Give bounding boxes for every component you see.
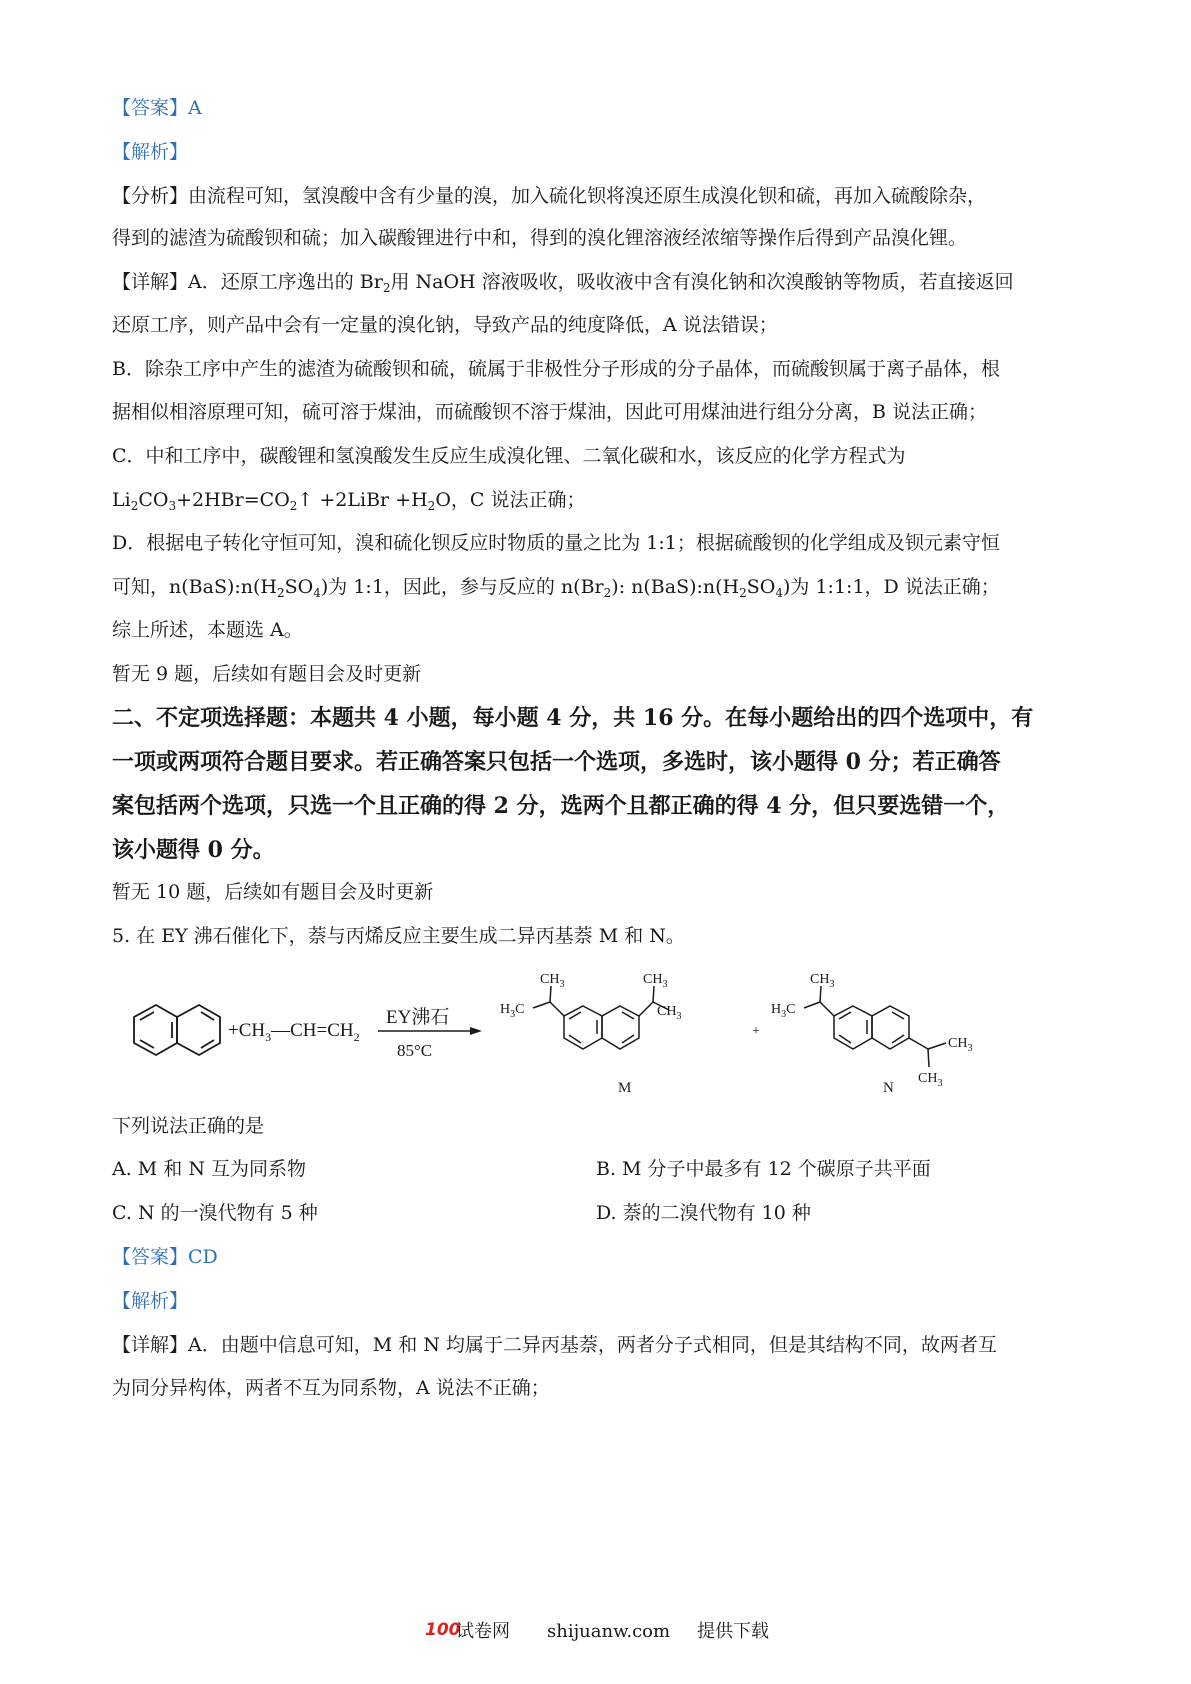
detail-b-line-2: 据相似相溶原理可知，硫可溶于煤油，而硫酸钡不溶于煤油，因此可用煤油进行组分分离，B 说法正确； bbox=[112, 401, 988, 423]
chemical-equation: $Li_2CO_3+2HBr=CO_2↑$ +2LiBr $+H_2O$，C 说法正确； bbox=[112, 489, 586, 513]
n-methyl-right: $CH_3$ bbox=[948, 1036, 973, 1054]
reaction-arrow-head bbox=[470, 1027, 482, 1035]
analysis-label-q8: 【解析】 bbox=[112, 141, 189, 163]
naphthalene-structure bbox=[134, 1005, 220, 1055]
section-2-heading-line-1: 二、不定项选择题：本题共 4 小题，每小题 4 分，共 16 分。在每小题给出的四个选项中，有 bbox=[112, 705, 1034, 731]
footer-site-name: 试卷网 bbox=[456, 1621, 510, 1642]
detail-d-line-1: D．根据电子转化守恒可知，溴和硫化钡反应时物质的量之比为 1:1；根据硫酸钡的化学组成及钡元素守恒 bbox=[112, 532, 1000, 554]
answer-label-q8: 【答案】A bbox=[112, 97, 202, 119]
reaction-scheme bbox=[0, 955, 1191, 1100]
n-methyl-bottom: $CH_3$ bbox=[918, 1071, 943, 1089]
analysis-label-q5: 【解析】 bbox=[112, 1290, 189, 1312]
m-methyl-top-left: $CH_3$ bbox=[540, 972, 565, 990]
footer-download-text: 提供下载 bbox=[697, 1621, 769, 1642]
n-methyl-top: $CH_3$ bbox=[810, 972, 835, 990]
footer-domain-link[interactable]: shijuanw.com bbox=[547, 1621, 671, 1642]
question-5-stem: 5. 在 EY 沸石催化下，萘与丙烯反应主要生成二异丙基萘 M 和 N。 bbox=[112, 925, 685, 947]
product-n-structure bbox=[804, 986, 946, 1067]
detail-a-text-start: 【详解】A．还原工序逸出的 Br bbox=[112, 271, 383, 293]
m-methyl-top-right: $CH_3$ bbox=[643, 972, 668, 990]
detail-q5-line-2: 为同分异构体，两者不互为同系物，A 说法不正确； bbox=[112, 1377, 550, 1399]
detail-q5-line-1: 【详解】A．由题中信息可知，M 和 N 均属于二异丙基萘，两者分子式相同，但是其结构不同，故两者互 bbox=[112, 1334, 997, 1356]
product-m-structure bbox=[533, 986, 669, 1049]
option-b: B. M 分子中最多有 12 个碳原子共平面 bbox=[596, 1158, 931, 1180]
m-methyl-left: $H_3C$ bbox=[500, 1002, 525, 1020]
no-question-10-note: 暂无 10 题，后续如有题目会及时更新 bbox=[112, 881, 434, 903]
product-n-label: N bbox=[883, 1080, 894, 1096]
option-d: D. 萘的二溴代物有 10 种 bbox=[596, 1202, 811, 1224]
detail-c-line-1: C．中和工序中，碳酸锂和氢溴酸发生反应生成溴化锂、二氧化碳和水，该反应的化学方程式为 bbox=[112, 445, 906, 467]
detail-a-line-2: 还原工序，则产品中会有一定量的溴化钠，导致产品的纯度降低，A 说法错误； bbox=[112, 314, 778, 336]
analysis-text-line-1: 【分析】由流程可知，氢溴酸中含有少量的溴，加入硫化钡将溴还原生成溴化钡和硫，再加入硫酸除杂， bbox=[112, 185, 987, 207]
temperature-label: 85°C bbox=[397, 1041, 433, 1060]
detail-d-tail: 为 1:1:1，D 说法正确； bbox=[790, 576, 1000, 598]
n-methyl-left: $H_3C$ bbox=[771, 1002, 796, 1020]
detail-d-line-2: 可知，$n(BaS):n(H_2SO_4)$为 1:1，因此，参与反应的 $n(Br_2)$: $n(BaS):n(H_2SO_4)$为 1:1:1，D 说法正确； bbox=[112, 576, 1000, 600]
question-5-prompt: 下列说法正确的是 bbox=[112, 1115, 265, 1137]
subscript: 2 bbox=[382, 281, 391, 295]
catalyst-label: EY沸石 bbox=[386, 1007, 450, 1028]
section-2-heading-line-4: 该小题得 0 分。 bbox=[112, 837, 275, 863]
plus-sign: + bbox=[752, 1024, 760, 1039]
propylene-formula: $+CH_3—CH=CH_2$ bbox=[228, 1020, 360, 1044]
answer-label-q5: 【答案】CD bbox=[112, 1246, 218, 1268]
site-logo: 100 bbox=[425, 1620, 461, 1640]
no-question-9-note: 暂无 9 题，后续如有题目会及时更新 bbox=[112, 663, 422, 685]
detail-a-line-1 bbox=[112, 270, 1092, 294]
option-a: A. M 和 N 互为同系物 bbox=[112, 1158, 306, 1180]
analysis-text-line-2: 得到的滤渣为硫酸钡和硫；加入碳酸锂进行中和，得到的溴化锂溶液经浓缩等操作后得到产品溴化锂。 bbox=[112, 227, 968, 249]
summary-line: 综上所述，本题选 A。 bbox=[112, 619, 303, 641]
product-m-label: M bbox=[618, 1080, 632, 1096]
detail-b-line-1: B．除杂工序中产生的滤渣为硫酸钡和硫，硫属于非极性分子形成的分子晶体，而硫酸钡属于离子晶体，根 bbox=[112, 358, 1000, 380]
section-2-heading-line-3: 案包括两个选项，只选一个且正确的得 2 分，选两个且都正确的得 4 分，但只要选错一个， bbox=[112, 793, 1010, 819]
section-2-heading-line-2: 一项或两项符合题目要求。若正确答案只包括一个选项，多选时，该小题得 0 分；若正确答 bbox=[112, 749, 1001, 775]
m-methyl-right: $CH_3$ bbox=[657, 1004, 682, 1022]
option-c: C. N 的一溴代物有 5 种 bbox=[112, 1202, 318, 1224]
detail-a-text-end: 用 NaOH 溶液吸收，吸收液中含有溴化钠和次溴酸钠等物质，若直接返回 bbox=[390, 271, 1014, 293]
